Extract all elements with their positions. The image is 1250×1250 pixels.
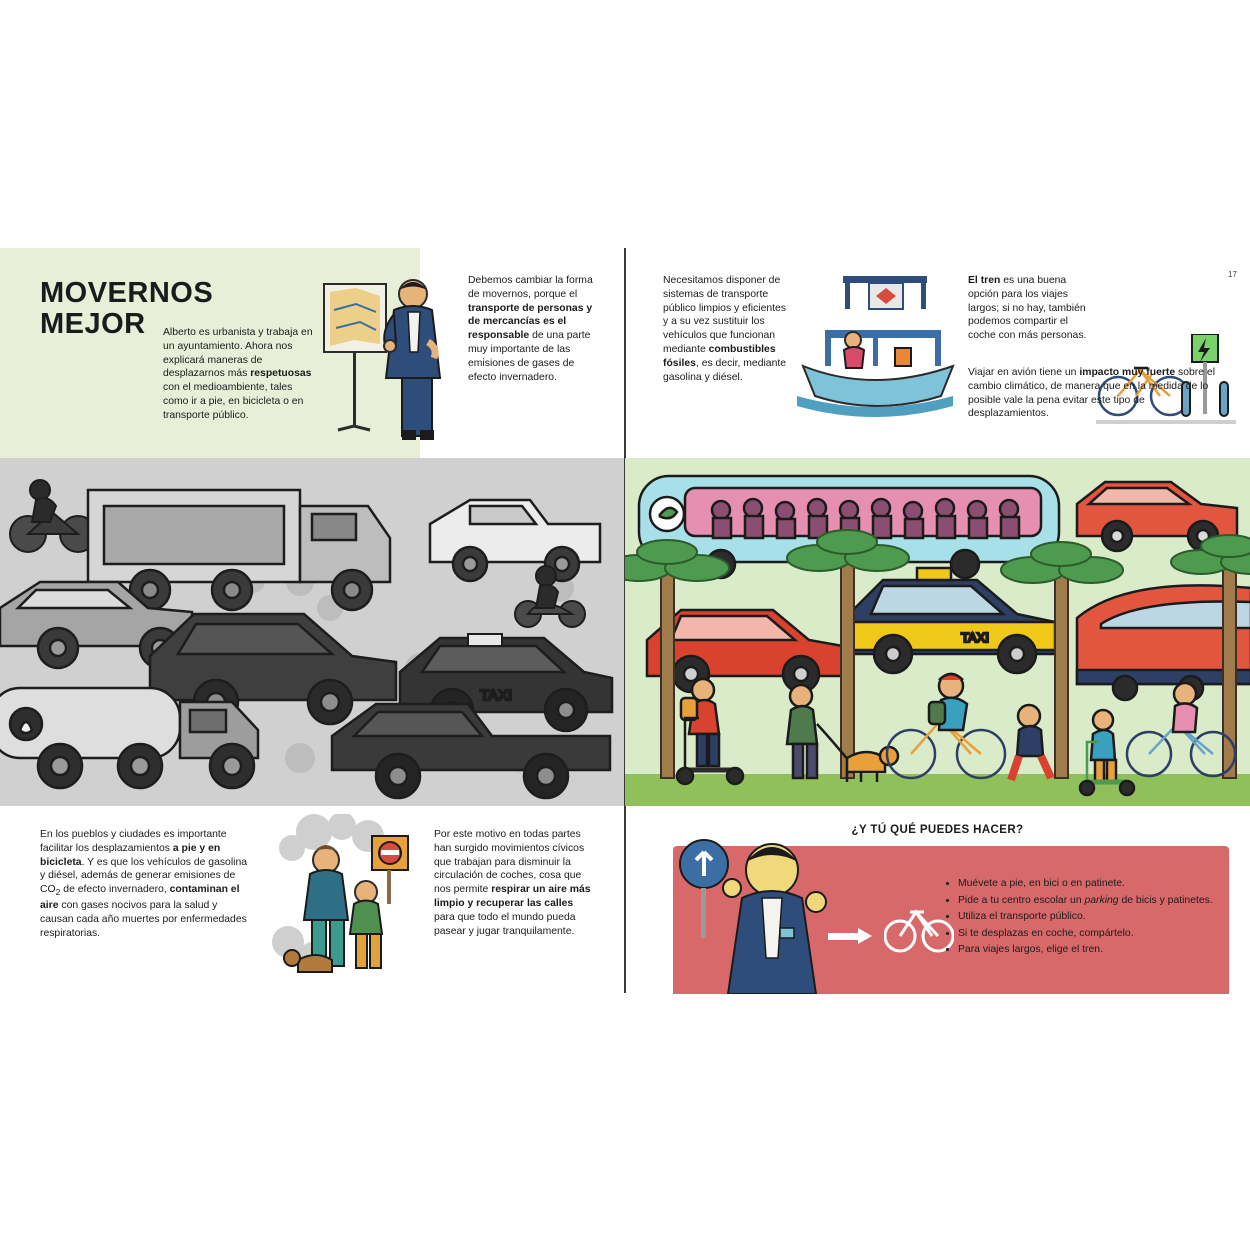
illustration-ferry-and-gantry [795, 270, 955, 440]
intro-bold: respetuosas [250, 368, 312, 380]
cta-item-4: • Si te desplazas en coche, compártelo. [958, 926, 1234, 942]
illustration-traffic-jam [0, 458, 625, 806]
page-title-line1: MOVERNOS [40, 277, 214, 309]
col-d-pre: Viajar en avión tiene un [968, 367, 1080, 378]
illustration-urbanist-with-map [316, 270, 456, 460]
page-number: 17 [1228, 270, 1237, 279]
bl1-post: con gases nocivos para la salud y causan cada año muertes por enfermedades respiratorias. [40, 899, 247, 939]
col-c-post: es una buena opción para los viajes largos; si no hay, también podemos compartir el coche con más personas. [968, 275, 1087, 342]
bl1-sub: 2 [55, 887, 61, 898]
bl1-bold1: a pie y en bicicleta [40, 842, 221, 868]
page-title-line2: MEJOR [40, 308, 146, 341]
arrow-icon [828, 928, 874, 944]
paragraph-column-d [968, 366, 1220, 421]
col-a-post: de una parte muy importante de las emisiones de gases de efecto invernadero. [468, 330, 591, 383]
taxi-label: TAXI [480, 687, 513, 704]
paragraph-column-a [468, 274, 598, 385]
bl1-bold2: contaminan el aire [40, 884, 240, 911]
cta-item-5: • Para viajes largos, elige el tren. [958, 942, 1234, 958]
bl1-mid: . Y es que los vehículos de gasolina y diésel, además de generar emisiones de CO [40, 856, 247, 896]
bl2-bold: respirar un aire más limpio y recuperar las calles [434, 884, 591, 910]
bl2-post: para que todo el mundo pueda pasear y jugar tranquilamente. [434, 911, 576, 937]
col-d-bold: impacto muy fuerte [1079, 367, 1176, 378]
cta-item-2: • Pide a tu centro escolar un parking de bicis y patinetes. [958, 893, 1234, 909]
col-c-bold: El tren [968, 275, 1001, 286]
cta-item-2-italic: parking [1084, 894, 1119, 906]
intro-paragraph [163, 326, 313, 423]
paragraph-bottom-right [434, 828, 594, 939]
left-page [0, 248, 625, 993]
bl1-mid2: de efecto invernadero, [60, 884, 170, 896]
traffic-jam-svg [0, 458, 625, 806]
cta-item-3: • Utiliza el transporte público. [958, 909, 1234, 925]
bl1-pre: En los pueblos y ciudades es importante facilitar los desplazamientos [40, 829, 227, 854]
illustration-boy-with-sign [676, 832, 846, 994]
taxi-eco-label: TAXI [961, 630, 989, 645]
book-spread [0, 248, 1250, 993]
col-a-bold: transporte de personas y de mercancías es el responsable [468, 302, 593, 342]
sustainable-transport-svg [625, 458, 1250, 806]
col-a-pre: Debemos cambiar la forma de movernos, porque el [468, 275, 593, 300]
col-b-pre: Necesitamos disponer de sistemas de transporte público limpios y eficientes y a su vez sustituir los vehículos que funcionan mediante [663, 275, 787, 356]
cta-item-1: • Muévete a pie, en bici o en patinete. [958, 876, 1234, 892]
col-d-post: sobre el cambio climático, de manera que en la medida de lo posible vale la pena evitar este tipo de desplazamientos. [968, 367, 1216, 420]
cta-title: ¿Y TÚ QUÉ PUEDES HACER? [851, 824, 1024, 836]
intro-text: Alberto es urbanista y trabaja en un ayuntamiento. Ahora nos explicará maneras de desplazarnos más respetuosas con el medioambiente, tales como ir a pie, en bicicleta o en transporte público. [163, 327, 313, 421]
col-b-post: , es decir, mediante gasolina y diésel. [663, 357, 787, 383]
bl2-pre: Por este motivo en todas partes han surgido movimientos cívicos que trabajan para disminuir la circulación de coches, cosa que nos permite [434, 829, 585, 896]
paragraph-column-c [968, 274, 1088, 343]
col-b-bold: combustibles fósiles [663, 344, 776, 369]
paragraph-bottom-left [40, 828, 248, 940]
illustration-protesters [268, 814, 428, 984]
cta-list [944, 876, 1234, 959]
paragraph-column-b [663, 274, 791, 385]
illustration-sustainable-transport [625, 458, 1250, 806]
